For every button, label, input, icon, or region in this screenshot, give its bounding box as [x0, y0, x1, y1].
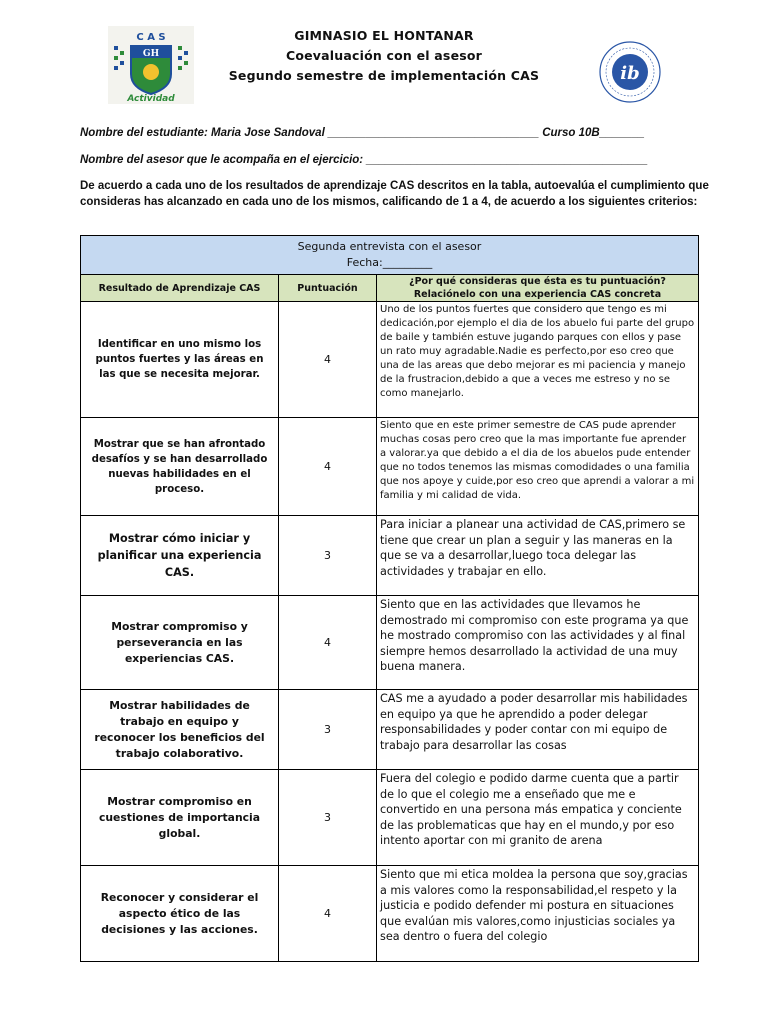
score-cell: 4: [279, 866, 377, 962]
advisor-name-line: Nombre del asesor que le acompaña en el ejercicio: ____________________________________________: [80, 154, 648, 166]
explanation-cell: CAS me a ayudado a poder desarrollar mis habilidades en equipo ya que he aprendido a poder delegar responsabilidades y poder contar con mi equipo de trabajo para desarrollar las cosas: [377, 690, 699, 770]
explanation-cell: Fuera del colegio e podido darme cuenta que a partir de lo que el colegio me a enseñado que me e convertido en una persona más empatica y conciente de las problematicas que hay en el mundo,y por eso intento aportar con mi granito de arena: [377, 770, 699, 866]
table-header-row: [81, 275, 699, 302]
result-cell: Mostrar compromiso y perseverancia en las experiencias CAS.: [81, 596, 279, 690]
table-title-cell: [81, 236, 699, 275]
table-title-row: [81, 236, 699, 275]
header-explain: ¿Por qué consideras que ésta es tu puntuación? Relaciónelo con una experiencia CAS concreta: [377, 275, 699, 302]
score-cell: 4: [279, 302, 377, 418]
score-cell: 4: [279, 418, 377, 516]
result-cell: Identificar en uno mismo los puntos fuertes y las áreas en las que se necesita mejorar.: [81, 302, 279, 418]
document-subtitle: Coevaluación con el asesor: [285, 48, 483, 63]
document-period: Segundo semestre de implementación CAS: [228, 68, 540, 83]
score-cell: 3: [279, 516, 377, 596]
result-cell: Mostrar cómo iniciar y planificar una experiencia CAS.: [81, 516, 279, 596]
score-cell: 3: [279, 690, 377, 770]
explanation-cell: Siento que en las actividades que llevamos he demostrado mi compromiso con este programa ya que he mostrado compromiso con las actividades y al final siempre hemos desarrollado la actividad de una muy buena manera.: [377, 596, 699, 690]
header-result: Resultado de Aprendizaje CAS: [81, 275, 279, 302]
table-row: [81, 770, 699, 866]
header-score: Puntuación: [279, 275, 377, 302]
table-row: [81, 418, 699, 516]
cas-logo-center-text: GH: [142, 49, 160, 59]
result-cell: Mostrar habilidades de trabajo en equipo y reconocer los beneficios del trabajo colaborativo.: [81, 690, 279, 770]
table-row: [81, 516, 699, 596]
school-name: GIMNASIO EL HONTANAR: [294, 28, 474, 43]
evaluation-table: [80, 235, 699, 962]
explanation-cell: Uno de los puntos fuertes que considero que tengo es mi dedicación,por ejemplo el dia de los abuelo fui parte del grupo de baile y también estuve jugando parques con ellos y pase un rato muy agradable.Nadie es perfecto,por eso creo que una de las areas que debo mejorar es mi paciencia y manejo de la frustracion,debido a que a veces me estreso y no se como manejarlo.: [377, 302, 699, 418]
instructions-paragraph: De acuerdo a cada uno de los resultados de aprendizaje CAS descritos en la tabla, autoevalúa el cumplimiento que consideras has alcanzado en cada uno de los mismos, calificando de 1 a 4, de acuerdo a los siguientes criterios:: [80, 180, 709, 208]
result-cell: Mostrar compromiso en cuestiones de importancia global.: [81, 770, 279, 866]
explanation-cell: Siento que mi etica moldea la persona que soy,gracias a mis valores como la responsabilidad,el respeto y la justicia e podido defender mi postura en situaciones que evalúan mis valores,como injusticias sociales ya sea dentro o fuera del colegio: [377, 866, 699, 962]
ib-logo-text: ib: [620, 63, 640, 84]
explanation-cell: Siento que en este primer semestre de CAS pude aprender muchas cosas pero creo que la mas importante fue aprender a valorar.ya que debido a el dia de los abuelos pude entender que no todos tenemos las mismas comodidades o una familia que nos apoye y cuide,por eso creo que aprendi a valorar a mi familia y mi calidad de vida.: [377, 418, 699, 516]
score-cell: 3: [279, 770, 377, 866]
cas-logo-top-text: C A S: [136, 32, 166, 43]
table-row: [81, 302, 699, 418]
result-cell: Mostrar que se han afrontado desafíos y se han desarrollado nuevas habilidades en el proceso.: [81, 418, 279, 516]
ib-logo: [598, 40, 662, 104]
date-field: Fecha:_________: [346, 256, 433, 269]
student-name-line: Nombre del estudiante: Maria Jose Sandoval _________________________________ Curso 10B_______: [80, 127, 645, 139]
cas-logo: [106, 26, 196, 104]
interview-title: Segunda entrevista con el asesor: [297, 240, 482, 253]
cas-logo-bottom-text: Actividad: [127, 94, 175, 104]
score-cell: 4: [279, 596, 377, 690]
table-row: [81, 596, 699, 690]
explanation-cell: Para iniciar a planear una actividad de CAS,primero se tiene que crear un plan a seguir y las maneras en la que se va a desarrollar,luego toca delegar las actividades y trabajar en ello.: [377, 516, 699, 596]
result-cell: Reconocer y considerar el aspecto ético de las decisiones y las acciones.: [81, 866, 279, 962]
table-row: [81, 866, 699, 962]
table-row: [81, 690, 699, 770]
